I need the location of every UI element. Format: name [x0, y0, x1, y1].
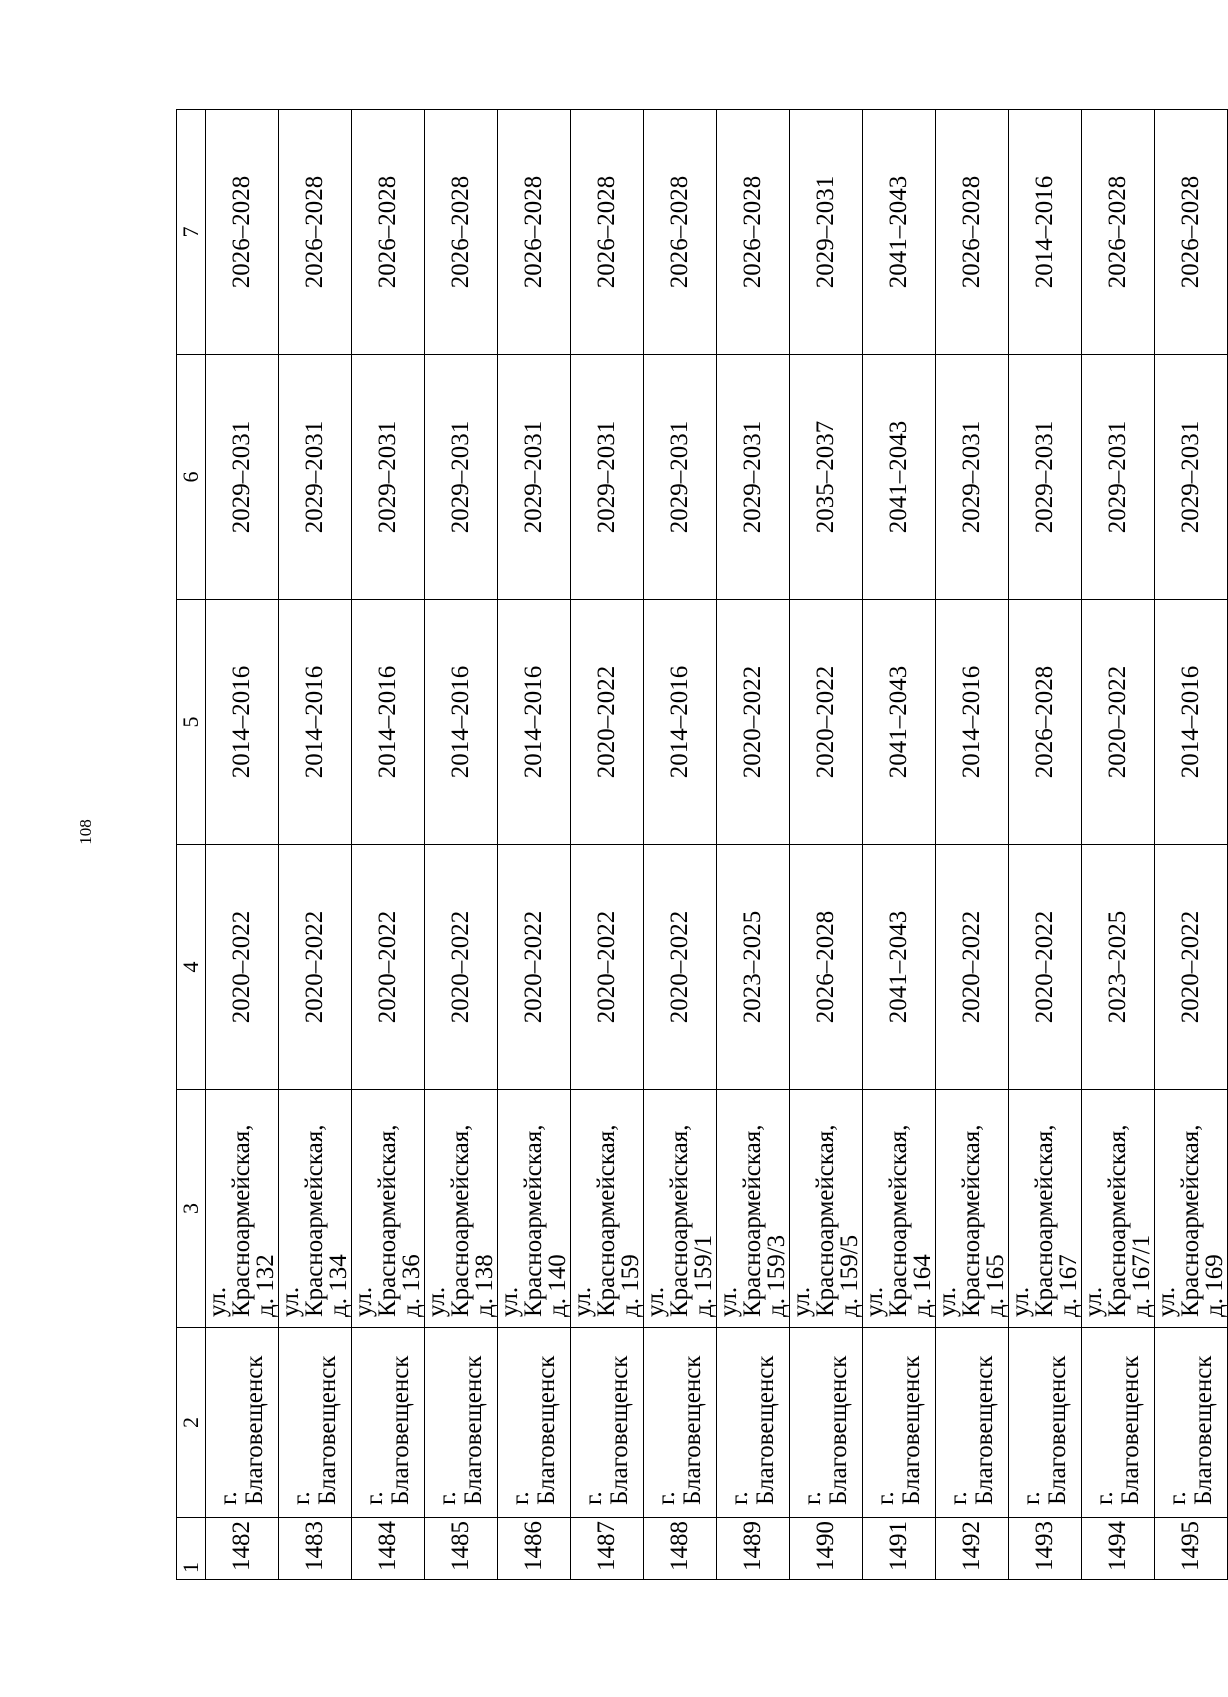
- address-house: д. 167: [1055, 1254, 1082, 1317]
- period-cell-5: 2014–2016: [498, 600, 571, 845]
- header-cell: 3: [177, 1090, 206, 1328]
- address-street: ул. Красноармейская,: [350, 1124, 401, 1317]
- address-street: ул. Красноармейская,: [496, 1124, 547, 1317]
- city-cell: г. Благовещенск: [498, 1328, 571, 1518]
- address-cell: [425, 1090, 498, 1328]
- schedule-table-container: [176, 110, 1228, 1580]
- address-cell: [1082, 1090, 1155, 1328]
- address-house: д. 132: [252, 1254, 279, 1317]
- address-cell: [1155, 1090, 1228, 1328]
- table-row: [279, 110, 352, 1580]
- address-street: ул. Красноармейская,: [204, 1124, 255, 1317]
- period-cell-7: 2014–2016: [1009, 110, 1082, 355]
- row-number-cell: 1489: [717, 1518, 790, 1580]
- period-cell-5: 2020–2022: [1082, 600, 1155, 845]
- address-cell: [1009, 1090, 1082, 1328]
- table-row: [571, 110, 644, 1580]
- table-row: [644, 110, 717, 1580]
- period-cell-6: 2029–2031: [571, 355, 644, 600]
- address-cell: [279, 1090, 352, 1328]
- city-cell: г. Благовещенск: [936, 1328, 1009, 1518]
- address-house: д. 165: [982, 1254, 1009, 1317]
- address-street: ул. Красноармейская,: [569, 1124, 620, 1317]
- period-cell-7: 2026–2028: [279, 110, 352, 355]
- period-cell-4: 2020–2022: [352, 845, 425, 1090]
- row-number-cell: 1493: [1009, 1518, 1082, 1580]
- table-row: [498, 110, 571, 1580]
- schedule-table: [176, 109, 1228, 1580]
- row-number-cell: 1486: [498, 1518, 571, 1580]
- address-street: ул. Красноармейская,: [277, 1124, 328, 1317]
- header-cell: 1: [177, 1518, 206, 1580]
- address-cell: [936, 1090, 1009, 1328]
- table-row: [863, 110, 936, 1580]
- address-cell: [717, 1090, 790, 1328]
- row-number-cell: 1487: [571, 1518, 644, 1580]
- period-cell-7: 2026–2028: [498, 110, 571, 355]
- period-cell-6: 2029–2031: [352, 355, 425, 600]
- period-cell-4: 2020–2022: [279, 845, 352, 1090]
- period-cell-5: 2014–2016: [352, 600, 425, 845]
- address-house: д. 169: [1201, 1254, 1228, 1317]
- period-cell-4: 2020–2022: [936, 845, 1009, 1090]
- period-cell-4: 2020–2022: [206, 845, 279, 1090]
- city-cell: г. Благовещенск: [717, 1328, 790, 1518]
- period-cell-7: 2029–2031: [790, 110, 863, 355]
- address-house: д. 164: [909, 1254, 936, 1317]
- period-cell-5: 2014–2016: [425, 600, 498, 845]
- period-cell-7: 2041–2043: [863, 110, 936, 355]
- period-cell-6: 2029–2031: [717, 355, 790, 600]
- address-street: ул. Красноармейская,: [423, 1124, 474, 1317]
- city-cell: г. Благовещенск: [352, 1328, 425, 1518]
- table-row: [790, 110, 863, 1580]
- period-cell-5: 2014–2016: [206, 600, 279, 845]
- address-cell: [571, 1090, 644, 1328]
- row-number-cell: 1492: [936, 1518, 1009, 1580]
- city-cell: г. Благовещенск: [644, 1328, 717, 1518]
- address-cell: [352, 1090, 425, 1328]
- address-cell: [644, 1090, 717, 1328]
- row-number-cell: 1495: [1155, 1518, 1228, 1580]
- period-cell-5: 2041–2043: [863, 600, 936, 845]
- period-cell-5: 2014–2016: [279, 600, 352, 845]
- period-cell-5: 2014–2016: [1155, 600, 1228, 845]
- period-cell-6: 2035–2037: [790, 355, 863, 600]
- address-house: д. 159/5: [836, 1234, 863, 1317]
- period-cell-7: 2026–2028: [717, 110, 790, 355]
- address-street: ул. Красноармейская,: [1153, 1124, 1204, 1317]
- period-cell-4: 2023–2025: [717, 845, 790, 1090]
- period-cell-7: 2026–2028: [571, 110, 644, 355]
- table-row: [352, 110, 425, 1580]
- address-street: ул. Красноармейская,: [934, 1124, 985, 1317]
- city-cell: г. Благовещенск: [1082, 1328, 1155, 1518]
- header-cell: 4: [177, 845, 206, 1090]
- period-cell-6: 2029–2031: [644, 355, 717, 600]
- table-row: [425, 110, 498, 1580]
- period-cell-6: 2029–2031: [498, 355, 571, 600]
- table-row: [936, 110, 1009, 1580]
- period-cell-5: 2020–2022: [717, 600, 790, 845]
- table-row: [1155, 110, 1228, 1580]
- period-cell-7: 2026–2028: [1082, 110, 1155, 355]
- address-street: ул. Красноармейская,: [861, 1124, 912, 1317]
- address-house: д. 140: [544, 1254, 571, 1317]
- period-cell-5: 2014–2016: [644, 600, 717, 845]
- header-cell: 2: [177, 1328, 206, 1518]
- row-number-cell: 1484: [352, 1518, 425, 1580]
- period-cell-6: 2029–2031: [206, 355, 279, 600]
- period-cell-4: 2020–2022: [498, 845, 571, 1090]
- period-cell-7: 2026–2028: [352, 110, 425, 355]
- address-street: ул. Красноармейская,: [1007, 1124, 1058, 1317]
- city-cell: г. Благовещенск: [571, 1328, 644, 1518]
- row-number-cell: 1482: [206, 1518, 279, 1580]
- table-row: [206, 110, 279, 1580]
- table-row: [717, 110, 790, 1580]
- period-cell-5: 2020–2022: [571, 600, 644, 845]
- address-street: ул. Красноармейская,: [788, 1124, 839, 1317]
- period-cell-4: 2026–2028: [790, 845, 863, 1090]
- period-cell-7: 2026–2028: [936, 110, 1009, 355]
- period-cell-7: 2026–2028: [1155, 110, 1228, 355]
- period-cell-5: 2020–2022: [790, 600, 863, 845]
- header-cell: 6: [177, 355, 206, 600]
- address-street: ул. Красноармейская,: [715, 1124, 766, 1317]
- address-house: д. 167/1: [1128, 1234, 1155, 1317]
- period-cell-4: 2020–2022: [571, 845, 644, 1090]
- address-house: д. 159: [617, 1254, 644, 1317]
- row-number-cell: 1485: [425, 1518, 498, 1580]
- period-cell-7: 2026–2028: [206, 110, 279, 355]
- city-cell: г. Благовещенск: [790, 1328, 863, 1518]
- period-cell-4: 2023–2025: [1082, 845, 1155, 1090]
- row-number-cell: 1494: [1082, 1518, 1155, 1580]
- city-cell: г. Благовещенск: [863, 1328, 936, 1518]
- period-cell-4: 2020–2022: [425, 845, 498, 1090]
- period-cell-6: 2029–2031: [425, 355, 498, 600]
- row-number-cell: 1488: [644, 1518, 717, 1580]
- period-cell-4: 2020–2022: [1155, 845, 1228, 1090]
- city-cell: г. Благовещенск: [206, 1328, 279, 1518]
- city-cell: г. Благовещенск: [279, 1328, 352, 1518]
- address-street: ул. Красноармейская,: [1080, 1124, 1131, 1317]
- period-cell-7: 2026–2028: [644, 110, 717, 355]
- header-cell: 5: [177, 600, 206, 845]
- address-cell: [206, 1090, 279, 1328]
- header-cell: 7: [177, 110, 206, 355]
- period-cell-7: 2026–2028: [425, 110, 498, 355]
- row-number-cell: 1483: [279, 1518, 352, 1580]
- period-cell-4: 2041–2043: [863, 845, 936, 1090]
- period-cell-6: 2029–2031: [1155, 355, 1228, 600]
- city-cell: г. Благовещенск: [1009, 1328, 1082, 1518]
- address-house: д. 159/1: [690, 1234, 717, 1317]
- period-cell-4: 2020–2022: [644, 845, 717, 1090]
- period-cell-6: 2029–2031: [1082, 355, 1155, 600]
- address-street: ул. Красноармейская,: [642, 1124, 693, 1317]
- row-number-cell: 1490: [790, 1518, 863, 1580]
- address-house: д. 136: [398, 1254, 425, 1317]
- table-row: [1082, 110, 1155, 1580]
- city-cell: г. Благовещенск: [425, 1328, 498, 1518]
- address-cell: [790, 1090, 863, 1328]
- period-cell-4: 2020–2022: [1009, 845, 1082, 1090]
- table-row: [1009, 110, 1082, 1580]
- period-cell-6: 2029–2031: [936, 355, 1009, 600]
- row-number-cell: 1491: [863, 1518, 936, 1580]
- period-cell-5: 2026–2028: [1009, 600, 1082, 845]
- address-house: д. 138: [471, 1254, 498, 1317]
- period-cell-6: 2029–2031: [279, 355, 352, 600]
- address-house: д. 159/3: [763, 1234, 790, 1317]
- period-cell-6: 2029–2031: [1009, 355, 1082, 600]
- address-cell: [498, 1090, 571, 1328]
- address-house: д. 134: [325, 1254, 352, 1317]
- city-cell: г. Благовещенск: [1155, 1328, 1228, 1518]
- table-header-row: [177, 110, 206, 1580]
- address-cell: [863, 1090, 936, 1328]
- period-cell-5: 2014–2016: [936, 600, 1009, 845]
- page-number: 108: [76, 819, 95, 845]
- period-cell-6: 2041–2043: [863, 355, 936, 600]
